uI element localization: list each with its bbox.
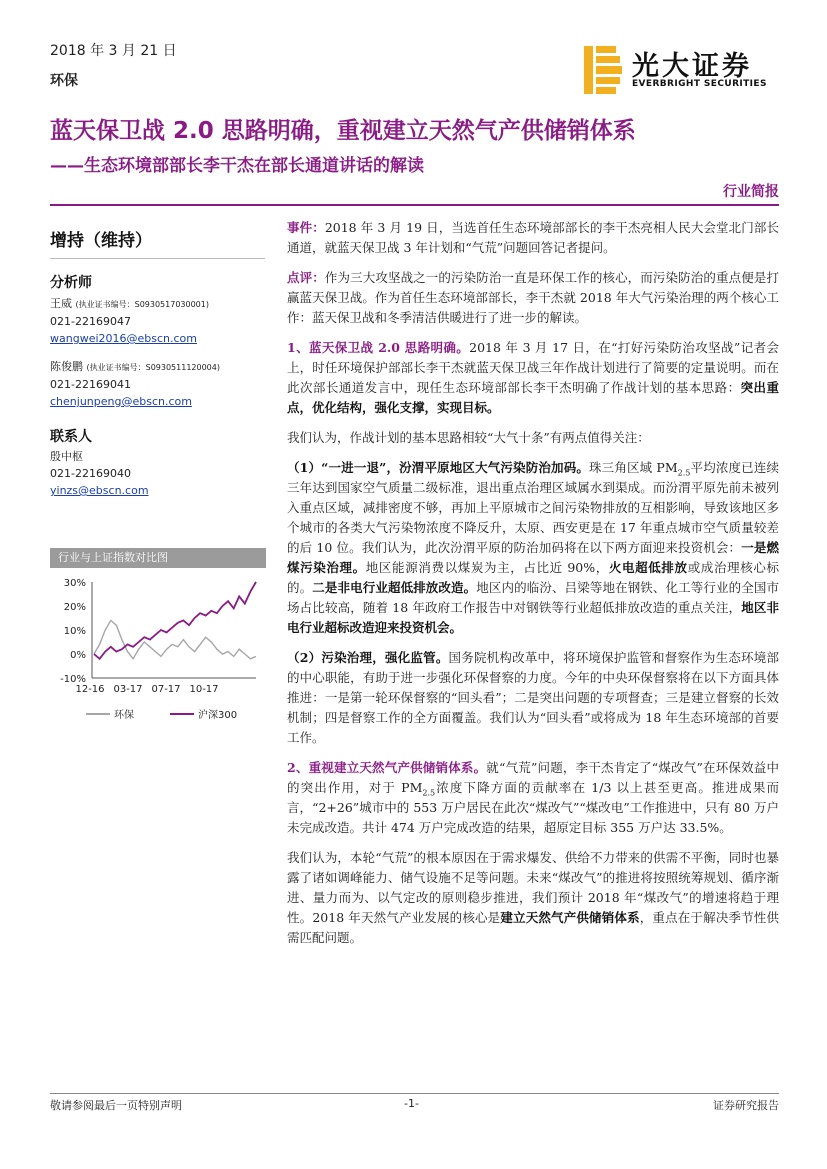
chart-title: 行业与上证指数对比图 — [50, 548, 266, 568]
view-text: 我们认为，作战计划的基本思路相较“大气十条”有两点值得关注： — [287, 430, 650, 445]
contact-card — [50, 448, 280, 499]
legend-label: 沪深300 — [198, 710, 238, 721]
pm-subscript: 2.5 — [422, 788, 436, 798]
contact-phone: 021-22169040 — [50, 467, 131, 480]
analyst-cert: (执业证书编号：S0930511120004) — [86, 363, 220, 372]
y-tick-label: 20% — [63, 602, 86, 613]
point-1-text: 珠三角区域 PM — [589, 460, 678, 475]
rating: 增持（维持） — [50, 231, 152, 251]
chart-plot — [50, 568, 266, 748]
header-divider — [50, 204, 779, 206]
paragraph-event — [287, 218, 779, 258]
contact-heading: 联系人 — [50, 429, 92, 445]
everbright-logo-icon — [584, 46, 624, 94]
logo-english-name: EVERBRIGHT SECURITIES — [632, 79, 767, 89]
report-subtitle: ——生态环境部部长李干杰在部长通道讲话的解读 — [50, 156, 424, 176]
paragraph-view — [287, 428, 779, 448]
analyst-email[interactable]: chenjunpeng@ebscn.com — [50, 395, 192, 408]
x-tick-label: 12-16 — [75, 684, 105, 695]
point-1-text: 地区能源消费以煤炭为主，占比近 90%， — [365, 560, 609, 575]
footer-report-type: 证券研究报告 — [713, 1099, 779, 1112]
section-1-text: 2018 年 3 月 17 日，在“打好污染防治攻坚战”记者会上，时任环境保护部部长李干杰就蓝天保卫战三年作战计划进行了简要的定量说明。而在此次部长通道发言中，现任生态环境部部长李干杰明确了作战计划的基本思路： — [287, 340, 779, 395]
event-text: 2018 年 3 月 19 日，当选首任生态环境部部长的李干杰亮相人民大会堂北门部长通道，就蓝天保卫战 3 年计划和“气荒”问题回答记者提问。 — [287, 220, 779, 255]
y-tick-label: -10% — [60, 674, 86, 685]
page-number: -1- — [404, 1097, 419, 1110]
section-2-heading: 2、重视建立天然气产供储销体系。 — [287, 760, 487, 775]
analyst-name: 陈俊鹏 — [50, 360, 83, 373]
analyst-phone: 021-22169047 — [50, 315, 131, 328]
report-date: 2018 年 3 月 21 日 — [50, 43, 177, 59]
x-tick-label: 07-17 — [151, 684, 181, 695]
contact-email[interactable]: yinzs@ebscn.com — [50, 484, 149, 497]
section-2-text: 浓度下降方面的贡献率在 1/3 以上甚至更高。推进成果而言，“2+26”城市中的 553 万户居民在此次“煤改气”“煤改电”工作推进中，只有 80 万户未完成改造。共计 474 万户完成改造的结果，超原定目标 355 万户达 33.5%。 — [287, 780, 779, 835]
legend-label: 环保 — [114, 710, 134, 721]
section-1-emphasis: 突出重点，优化结构，强化支撑，实现目标。 — [287, 380, 779, 415]
point-1-emphasis: 二是非电行业超低排放改造。 — [312, 580, 477, 595]
industry-label: 环保 — [50, 73, 78, 89]
point-1-text: 地区内的临汾、吕梁等地在钢铁、化工等行业的全国市场占比较高，随着 18 年政府工作报告中对钢铁等行业超低排放改造的重点关注， — [287, 580, 779, 615]
point-2-heading: （2）污染治理，强化监管。 — [287, 650, 449, 665]
footer-divider — [50, 1093, 779, 1094]
sidebar-divider — [50, 258, 265, 259]
comment-text: 作为三大攻坚战之一的污染防治一直是环保工作的核心，而污染防治的重点便是打赢蓝天保卫战。作为首任生态环境部部长，李干杰就 2018 年大气污染治理的两个核心工作：蓝天保卫战和冬季清洁供暖进行了进一步的解读。 — [287, 270, 779, 325]
analyst-heading: 分析师 — [50, 275, 92, 291]
main-content — [287, 218, 779, 958]
conclusion-emphasis: 建立天然气产供储销体系 — [500, 910, 640, 925]
point-1-text: 或成治理核心标的。 — [287, 560, 779, 595]
paragraph-section-1 — [287, 338, 779, 418]
analyst-phone: 021-22169041 — [50, 378, 131, 391]
series-line-hs300 — [94, 582, 256, 659]
point-1-emphasis: 火电超低排放 — [608, 560, 688, 575]
paragraph-point-1 — [287, 458, 779, 638]
point-1-heading: （1）“一进一退”，汾渭平原地区大气污染防治加码。 — [287, 460, 590, 475]
footer-disclaimer: 敬请参阅最后一页特别声明 — [50, 1099, 182, 1112]
analyst-card — [50, 295, 280, 347]
logo-chinese-name: 光大证券 — [632, 51, 752, 82]
paragraph-conclusion — [287, 848, 779, 948]
performance-chart — [50, 548, 266, 748]
point-1-emphasis: 一是燃煤污染治理。 — [287, 540, 779, 575]
y-tick-label: 0% — [70, 650, 86, 661]
company-logo — [584, 42, 784, 100]
pm-subscript: 2.5 — [677, 468, 691, 478]
section-1-heading: 1、蓝天保卫战 2.0 思路明确。 — [287, 340, 470, 355]
report-title: 蓝天保卫战 2.0 思路明确，重视建立天然气产供储销体系 — [50, 118, 636, 144]
paragraph-comment — [287, 268, 779, 328]
analyst-card — [50, 358, 280, 410]
analyst-cert: (执业证书编号：S0930517030001) — [75, 300, 209, 309]
conclusion-text: ，重点在于解决季节性供需匹配问题。 — [287, 910, 779, 945]
point-1-text: 平均浓度已连续三年达到国家空气质量二级标准，退出重点治理区域属水到渠成。而汾渭平原先前未被列入重点区域，减排密度不够，再加上平原城市之间污染物排放的互相影响，导致该地区多个城市的各类大气污染物浓度不降反升，太原、西安更是在 17 年重点城市空气质量较差的后 10 位。我们认为，此次汾渭平原的防治加码将在以下两方面迎来投资机会： — [287, 460, 779, 555]
y-tick-label: 10% — [63, 626, 86, 637]
analyst-name: 王威 — [50, 297, 72, 310]
conclusion-text: 我们认为，本轮“气荒”的根本原因在于需求爆发、供给不力带来的供需不平衡，同时也暴露了诸如调峰能力、储气设施不足等问题。未来“煤改气”的推进将按照统筹规划、循序渐进、量力而为、以气定改的原则稳步推进，我们预计 2018 年“煤改气”的增速将趋于理性。2018 年天然气产业发展的核心是 — [287, 850, 779, 925]
x-tick-label: 10-17 — [189, 684, 219, 695]
section-2-text: 就“气荒”问题，李干杰肯定了“煤改气”在环保效益中的突出作用，对于 PM — [287, 760, 779, 795]
document-type: 行业简报 — [723, 184, 779, 200]
point-1-emphasis: 地区非电行业超标改造迎来投资机会。 — [287, 600, 779, 635]
contact-name: 殷中枢 — [50, 450, 83, 463]
analyst-email[interactable]: wangwei2016@ebscn.com — [50, 332, 197, 345]
point-2-text: 国务院机构改革中，将环境保护监管和督察作为生态环境部的中心职能，有助于进一步强化环保督察的力度。今年的中央环保督察将在以下方面具体推进：一是第一轮环保督察的“回头看”；二是突出问题的专项督查；三是建立督察的长效机制；四是督察工作的全方面覆盖。我们认为“回头看”或将成为 18 年生态环境部的首要工作。 — [287, 650, 779, 745]
x-tick-label: 03-17 — [113, 684, 143, 695]
comment-label: 点评： — [287, 270, 325, 285]
paragraph-section-2 — [287, 758, 779, 838]
y-tick-label: 30% — [63, 578, 86, 589]
event-label: 事件： — [287, 220, 325, 235]
paragraph-point-2 — [287, 648, 779, 748]
